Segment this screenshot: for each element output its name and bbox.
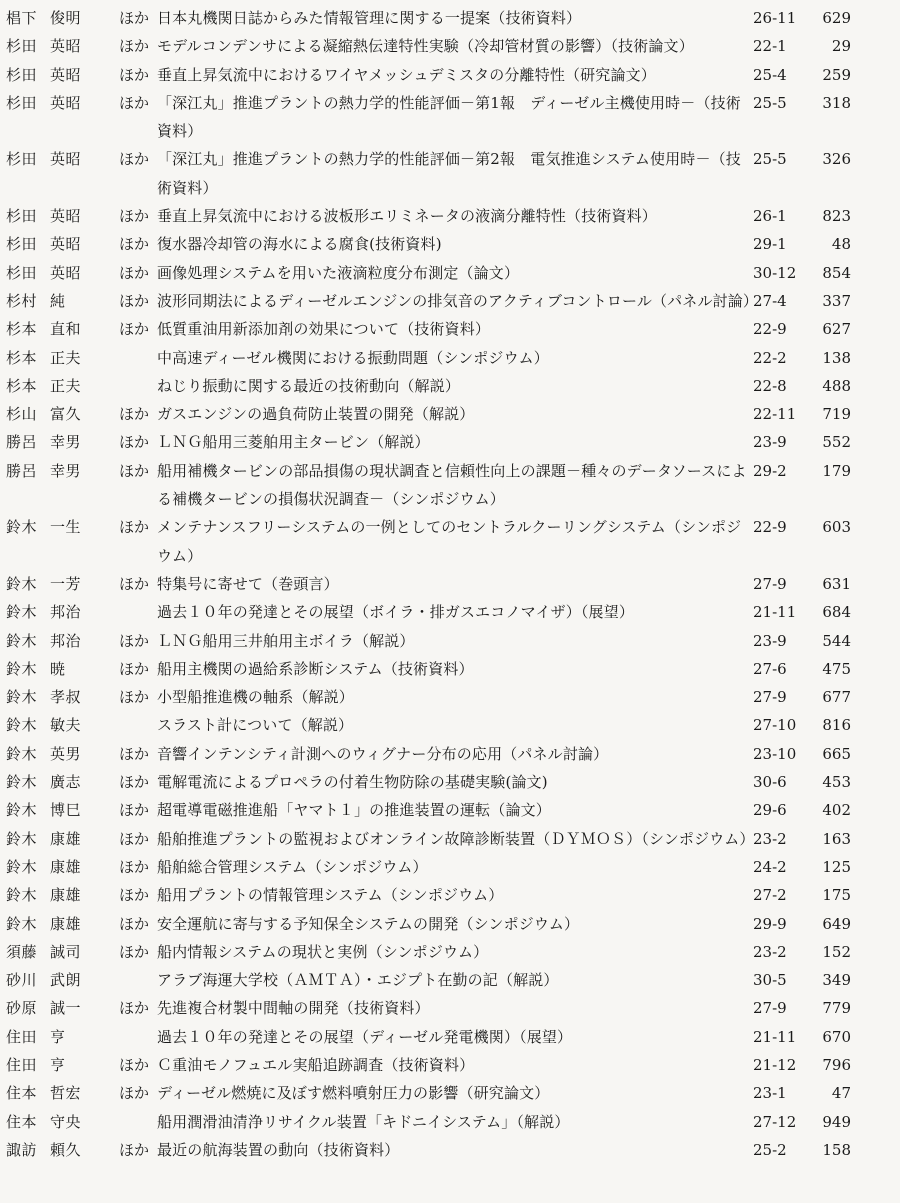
author-given-name: 暁 xyxy=(50,659,66,678)
coauthor-marker: ほか xyxy=(119,857,150,876)
coauthor-marker: ほか xyxy=(119,1084,150,1103)
index-entry xyxy=(0,825,900,853)
page-number: 670 xyxy=(822,1027,851,1046)
index-entry xyxy=(0,287,900,315)
author-given-name: 英昭 xyxy=(50,150,82,169)
page-number: 816 xyxy=(822,716,851,735)
index-entry xyxy=(0,145,900,202)
article-title: 超電導電磁推進船「ヤマト１」の推進装置の運転（論文） xyxy=(157,801,551,820)
author-surname: 鈴木 xyxy=(6,829,38,848)
author-given-name: 誠司 xyxy=(50,942,82,961)
page-number: 684 xyxy=(822,603,851,622)
article-title: 低質重油用新添加剤の効果について（技術資料） xyxy=(157,320,491,339)
article-title: 過去１０年の発達とその展望（ディーゼル発電機関）（展望） xyxy=(157,1027,573,1046)
coauthor-marker: ほか xyxy=(119,9,150,27)
author-surname: 鈴木 xyxy=(6,886,38,905)
author-given-name: 幸男 xyxy=(50,461,82,480)
page-number: 125 xyxy=(822,857,851,876)
author-surname: 杉田 xyxy=(6,37,38,56)
volume-issue: 27-9 xyxy=(753,999,787,1018)
volume-issue: 25-5 xyxy=(753,150,787,169)
author-surname: 鈴木 xyxy=(6,744,38,763)
article-title: スラスト計について（解説） xyxy=(157,716,354,735)
page-number: 152 xyxy=(822,942,851,961)
volume-issue: 29-6 xyxy=(753,801,787,820)
author-given-name: 一生 xyxy=(50,518,82,537)
author-surname: 杉田 xyxy=(6,207,38,226)
author-surname: 杉本 xyxy=(6,376,38,395)
volume-issue: 21-11 xyxy=(753,603,797,622)
article-title: ガスエンジンの過負荷防止装置の開発（解説） xyxy=(157,405,475,424)
coauthor-marker: ほか xyxy=(119,744,150,763)
volume-issue: 30-12 xyxy=(753,263,797,282)
coauthor-marker: ほか xyxy=(119,263,150,282)
index-entry xyxy=(0,89,900,146)
coauthor-marker: ほか xyxy=(119,320,150,339)
coauthor-marker: ほか xyxy=(119,518,150,537)
author-given-name: 正夫 xyxy=(50,348,82,367)
author-given-name: 英昭 xyxy=(50,207,82,226)
author-given-name: 英昭 xyxy=(50,37,82,56)
article-title: 中高速ディーゼル機関における振動問題（シンポジウム） xyxy=(157,348,549,367)
coauthor-marker: ほか xyxy=(119,829,150,848)
author-surname: 鈴木 xyxy=(6,659,38,678)
page-number: 796 xyxy=(822,1055,851,1074)
author-given-name: 俊明 xyxy=(50,9,82,27)
index-entry xyxy=(0,627,900,655)
author-surname: 杉田 xyxy=(6,150,38,169)
volume-issue: 23-1 xyxy=(753,1084,787,1103)
page-number: 854 xyxy=(822,263,851,282)
page-number: 603 xyxy=(822,518,851,537)
author-given-name: 敏夫 xyxy=(50,716,82,735)
index-entry xyxy=(0,768,900,796)
author-given-name: 直和 xyxy=(50,320,82,339)
page-number: 665 xyxy=(822,744,851,763)
author-surname: 鈴木 xyxy=(6,688,38,707)
author-given-name: 哲宏 xyxy=(50,1084,82,1103)
author-surname: 杉田 xyxy=(6,235,38,254)
author-surname: 杉本 xyxy=(6,320,38,339)
author-surname: 鈴木 xyxy=(6,801,38,820)
volume-issue: 25-5 xyxy=(753,93,787,112)
coauthor-marker: ほか xyxy=(119,93,150,112)
volume-issue: 30-5 xyxy=(753,971,787,990)
author-given-name: 康雄 xyxy=(50,886,82,905)
coauthor-marker: ほか xyxy=(119,207,150,226)
coauthor-marker: ほか xyxy=(119,773,150,792)
volume-issue: 27-9 xyxy=(753,688,787,707)
author-surname: 杉田 xyxy=(6,65,38,84)
volume-issue: 22-11 xyxy=(753,405,797,424)
coauthor-marker: ほか xyxy=(119,37,150,56)
page-number: 259 xyxy=(822,65,851,84)
author-given-name: 英男 xyxy=(50,744,82,763)
page-number: 349 xyxy=(822,971,851,990)
page-number: 402 xyxy=(822,801,851,820)
author-given-name: 博巳 xyxy=(50,801,82,820)
article-title: 日本丸機関日誌からみた情報管理に関する一提案（技術資料） xyxy=(157,9,582,27)
page-number: 48 xyxy=(831,235,851,254)
index-entry xyxy=(0,513,900,570)
volume-issue: 27-6 xyxy=(753,659,787,678)
volume-issue: 26-11 xyxy=(753,9,797,27)
author-surname: 住本 xyxy=(6,1112,38,1131)
index-entry xyxy=(0,61,900,89)
page-number: 779 xyxy=(822,999,851,1018)
volume-issue: 22-1 xyxy=(753,37,787,56)
page-number: 629 xyxy=(822,9,851,27)
author-given-name: 邦治 xyxy=(50,631,82,650)
index-entry xyxy=(0,32,900,60)
page-number: 29 xyxy=(831,37,851,56)
article-title: モデルコンデンサによる凝縮熱伝達特性実験（冷却管材質の影響）（技術論文） xyxy=(157,37,694,56)
author-given-name: 康雄 xyxy=(50,829,82,848)
volume-issue: 27-2 xyxy=(753,886,787,905)
author-given-name: 一芳 xyxy=(50,574,82,593)
coauthor-marker: ほか xyxy=(119,65,150,84)
coauthor-marker: ほか xyxy=(119,999,150,1018)
volume-issue: 23-2 xyxy=(753,829,787,848)
author-surname: 鈴木 xyxy=(6,914,38,933)
index-entry xyxy=(0,428,900,456)
article-title: 最近の航海装置の動向（技術資料） xyxy=(157,1140,400,1159)
author-given-name: 正夫 xyxy=(50,376,82,395)
author-given-name: 英昭 xyxy=(50,93,82,112)
page-number: 475 xyxy=(822,659,851,678)
page-number: 47 xyxy=(831,1084,851,1103)
page-number: 179 xyxy=(822,461,851,480)
page-number: 949 xyxy=(822,1112,851,1131)
author-given-name: 英昭 xyxy=(50,65,82,84)
author-surname: 鈴木 xyxy=(6,631,38,650)
coauthor-marker: ほか xyxy=(119,291,150,310)
index-entry xyxy=(0,1136,900,1164)
author-given-name: 亨 xyxy=(50,1027,66,1046)
volume-issue: 22-9 xyxy=(753,518,787,537)
index-entry xyxy=(0,1079,900,1107)
volume-issue: 21-11 xyxy=(753,1027,797,1046)
page-number: 627 xyxy=(822,320,851,339)
index-entry xyxy=(0,966,900,994)
volume-issue: 29-9 xyxy=(753,914,787,933)
coauthor-marker: ほか xyxy=(119,461,150,480)
author-given-name: 孝叔 xyxy=(50,688,82,707)
article-title: 波形同期法によるディーゼルエンジンの排気音のアクティブコントロール（パネル討論） xyxy=(157,291,759,310)
index-entry xyxy=(0,1108,900,1136)
coauthor-marker: ほか xyxy=(119,914,150,933)
volume-issue: 27-10 xyxy=(753,716,797,735)
coauthor-marker: ほか xyxy=(119,574,150,593)
article-title: ＬＮＧ船用三井舶用主ボイラ（解説） xyxy=(157,631,415,650)
author-surname: 諏訪 xyxy=(6,1140,38,1159)
article-title: ＬＮＧ船用三菱舶用主タービン（解説） xyxy=(157,433,430,452)
author-given-name: 邦治 xyxy=(50,603,82,622)
article-title: 小型船推進機の軸系（解説） xyxy=(157,688,354,707)
author-surname: 鈴木 xyxy=(6,857,38,876)
article-title: 船用プラントの情報管理システム（シンポジウム） xyxy=(157,886,504,905)
article-title: 音響インテンシティ計測へのウィグナー分布の応用（パネル討論） xyxy=(157,744,609,763)
volume-issue: 23-9 xyxy=(753,631,787,650)
author-given-name: 幸男 xyxy=(50,433,82,452)
page-number: 326 xyxy=(822,150,851,169)
article-title: 復水器冷却管の海水による腐食(技術資料) xyxy=(157,235,442,254)
article-title: 船用補機タービンの部品損傷の現状調査と信頼性向上の課題－種々のデータソースによる補機タービンの損傷状況調査－（シンポジウム） xyxy=(157,461,747,509)
author-given-name: 武朗 xyxy=(50,971,82,990)
index-entry xyxy=(0,853,900,881)
author-given-name: 誠一 xyxy=(50,999,82,1018)
author-given-name: 純 xyxy=(50,291,66,310)
article-title: 特集号に寄せて（巻頭言） xyxy=(157,574,339,593)
volume-issue: 22-2 xyxy=(753,348,787,367)
index-entry xyxy=(0,259,900,287)
coauthor-marker: ほか xyxy=(119,886,150,905)
volume-issue: 27-9 xyxy=(753,574,787,593)
article-title: ディーゼル燃焼に及ぼす燃料噴射圧力の影響（研究論文） xyxy=(157,1084,550,1103)
index-entry xyxy=(0,796,900,824)
volume-issue: 21-12 xyxy=(753,1055,797,1074)
volume-issue: 22-9 xyxy=(753,320,787,339)
article-title: 「深江丸」推進プラントの熱力学的性能評価－第2報 電気推進システム使用時－（技術資料） xyxy=(157,150,741,197)
author-surname: 杉田 xyxy=(6,93,38,112)
volume-issue: 23-9 xyxy=(753,433,787,452)
index-entry xyxy=(0,4,900,32)
author-surname: 杉本 xyxy=(6,348,38,367)
author-given-name: 頼久 xyxy=(50,1140,82,1159)
author-surname: 杉村 xyxy=(6,291,38,310)
index-entry xyxy=(0,711,900,739)
coauthor-marker: ほか xyxy=(119,942,150,961)
page-number: 158 xyxy=(822,1140,851,1159)
author-given-name: 英昭 xyxy=(50,235,82,254)
article-title: アラブ海運大学校（ＡＭＴＡ）・エジプト在勤の記（解説） xyxy=(157,971,559,990)
index-entry xyxy=(0,202,900,230)
index-entry xyxy=(0,598,900,626)
author-surname: 鈴木 xyxy=(6,574,38,593)
article-title: 船用主機関の過給系診断システム（技術資料） xyxy=(157,659,474,678)
page-number: 544 xyxy=(822,631,851,650)
volume-issue: 27-4 xyxy=(753,291,787,310)
coauthor-marker: ほか xyxy=(119,1055,150,1074)
page-number: 719 xyxy=(822,405,851,424)
coauthor-marker: ほか xyxy=(119,801,150,820)
index-entry xyxy=(0,1051,900,1079)
author-surname: 勝呂 xyxy=(6,433,38,452)
author-given-name: 亨 xyxy=(50,1055,66,1074)
author-surname: 須藤 xyxy=(6,942,38,961)
index-entry xyxy=(0,344,900,372)
index-entry xyxy=(0,1023,900,1051)
article-title: 画像処理システムを用いた液滴粒度分布測定（論文） xyxy=(157,263,520,282)
author-surname: 杉山 xyxy=(6,405,38,424)
coauthor-marker: ほか xyxy=(119,405,150,424)
page-number: 175 xyxy=(822,886,851,905)
article-title: Ｃ重油モノフュエル実船追跡調査（技術資料） xyxy=(157,1055,475,1074)
coauthor-marker: ほか xyxy=(119,1140,150,1159)
author-surname: 鈴木 xyxy=(6,773,38,792)
author-given-name: 富久 xyxy=(50,405,82,424)
article-title: 船用潤滑油清浄リサイクル装置「キドニイシステム」（解説） xyxy=(157,1112,570,1131)
index-entry xyxy=(0,655,900,683)
coauthor-marker: ほか xyxy=(119,433,150,452)
author-surname: 住本 xyxy=(6,1084,38,1103)
coauthor-marker: ほか xyxy=(119,150,150,169)
author-given-name: 廣志 xyxy=(50,773,82,792)
index-entry xyxy=(0,400,900,428)
author-surname: 杉田 xyxy=(6,263,38,282)
page-number: 631 xyxy=(822,574,851,593)
author-surname: 住田 xyxy=(6,1027,38,1046)
volume-issue: 25-2 xyxy=(753,1140,787,1159)
author-surname: 勝呂 xyxy=(6,461,38,480)
author-given-name: 康雄 xyxy=(50,914,82,933)
author-given-name: 康雄 xyxy=(50,857,82,876)
volume-issue: 27-12 xyxy=(753,1112,797,1131)
index-entry xyxy=(0,994,900,1022)
page-number: 649 xyxy=(822,914,851,933)
author-surname: 鈴木 xyxy=(6,518,38,537)
article-title: 垂直上昇気流中におけるワイヤメッシュデミスタの分離特性（研究論文） xyxy=(157,65,656,84)
author-surname: 鈴木 xyxy=(6,603,38,622)
author-surname: 砂原 xyxy=(6,999,38,1018)
author-surname: 砂川 xyxy=(6,971,38,990)
page-number: 163 xyxy=(822,829,851,848)
coauthor-marker: ほか xyxy=(119,235,150,254)
index-entry xyxy=(0,372,900,400)
volume-issue: 29-2 xyxy=(753,461,787,480)
volume-issue: 25-4 xyxy=(753,65,787,84)
coauthor-marker: ほか xyxy=(119,631,150,650)
index-entry xyxy=(0,683,900,711)
page-number: 453 xyxy=(822,773,851,792)
page-number: 677 xyxy=(822,688,851,707)
volume-issue: 30-6 xyxy=(753,773,787,792)
volume-issue: 24-2 xyxy=(753,857,787,876)
volume-issue: 23-10 xyxy=(753,744,797,763)
index-entry xyxy=(0,570,900,598)
article-title: 安全運航に寄与する予知保全システムの開発（シンポジウム） xyxy=(157,914,580,933)
page-number: 337 xyxy=(822,291,851,310)
author-surname: 鈴木 xyxy=(6,716,38,735)
page-number: 138 xyxy=(822,348,851,367)
index-entry xyxy=(0,910,900,938)
index-entry xyxy=(0,315,900,343)
article-title: 先進複合材製中間軸の開発（技術資料） xyxy=(157,999,430,1018)
page-number: 488 xyxy=(822,376,851,395)
page-number: 823 xyxy=(822,207,851,226)
volume-issue: 22-8 xyxy=(753,376,787,395)
article-title: 垂直上昇気流中における波板形エリミネータの液滴分離特性（技術資料） xyxy=(157,207,657,226)
page-number: 318 xyxy=(822,93,851,112)
article-title: 電解電流によるプロペラの付着生物防除の基礎実験(論文) xyxy=(157,773,548,792)
volume-issue: 29-1 xyxy=(753,235,787,254)
index-entry xyxy=(0,230,900,258)
index-entry xyxy=(0,457,900,514)
index-entry xyxy=(0,740,900,768)
author-surname: 椙下 xyxy=(6,9,38,27)
volume-issue: 26-1 xyxy=(753,207,787,226)
index-entry xyxy=(0,881,900,909)
article-title: 過去１０年の発達とその展望（ボイラ・排ガスエコノマイザ）（展望） xyxy=(157,603,635,622)
page-number: 552 xyxy=(822,433,851,452)
index-entry xyxy=(0,938,900,966)
coauthor-marker: ほか xyxy=(119,659,150,678)
author-given-name: 守央 xyxy=(50,1112,82,1131)
article-title: 船舶総合管理システム（シンポジウム） xyxy=(157,857,428,876)
article-title: 船内情報システムの現状と実例（シンポジウム） xyxy=(157,942,489,961)
author-surname: 住田 xyxy=(6,1055,38,1074)
article-title: メンテナンスフリーシステムの一例としてのセントラルクーリングシステム（シンポジウム） xyxy=(157,518,742,565)
coauthor-marker: ほか xyxy=(119,688,150,707)
volume-issue: 23-2 xyxy=(753,942,787,961)
author-given-name: 英昭 xyxy=(50,263,82,282)
article-title: 「深江丸」推進プラントの熱力学的性能評価－第1報 ディーゼル主機使用時－（技術資料） xyxy=(157,93,741,141)
article-title: ねじり振動に関する最近の技術動向（解説） xyxy=(157,376,461,395)
article-title: 船舶推進プラントの監視およびオンライン故障診断装置（ＤＹＭＯＳ）（シンポジウム） xyxy=(157,829,755,848)
